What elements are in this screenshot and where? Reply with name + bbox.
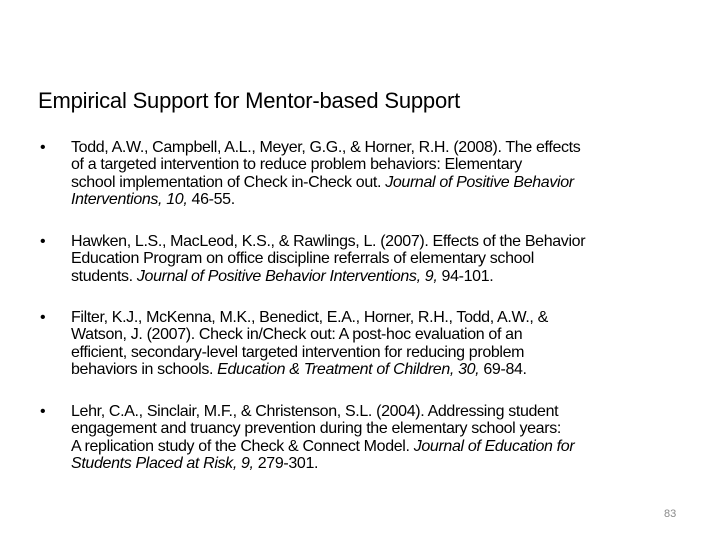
bullet-icon: •: [40, 139, 46, 156]
journal-citation: Education & Treatment of Children, 30,: [217, 360, 484, 378]
citation-text: 94-101.: [441, 267, 494, 285]
bullet-icon: •: [40, 403, 46, 420]
reference-line: [71, 139, 580, 156]
slide-title: Empirical Support for Mentor-based Support: [38, 88, 461, 113]
page-number: 83: [664, 508, 677, 520]
reference-text: [71, 139, 580, 208]
journal-citation: Journal of Positive Behavior Interventions, 9,: [136, 267, 442, 285]
citation-text: Watson, J. (2007). Check in/Check out: A post-hoc evaluation of an: [71, 326, 523, 344]
journal-citation: Journal of Positive Behavior: [385, 173, 574, 191]
citation-text: Lehr, C.A., Sinclair, M.F., & Christenson, S.L. (2004). Addressing student: [71, 403, 559, 420]
reference-line: [71, 344, 548, 361]
citation-text: 46-55.: [191, 190, 235, 208]
citation-text: A replication study of the Check & Connect Model.: [71, 437, 414, 455]
citation-text: Hawken, L.S., MacLeod, K.S., & Rawlings, L. (2007). Effects of the Behavior: [71, 233, 586, 250]
reference-text: [71, 403, 574, 472]
reference-line: [71, 268, 585, 285]
citation-text: students.: [71, 267, 137, 285]
reference-line: [71, 420, 574, 437]
citation-text: Todd, A.W., Campbell, A.L., Meyer, G.G., & Horner, R.H. (2008). The effects: [71, 139, 581, 156]
bullet-icon: •: [40, 233, 46, 250]
journal-citation: Interventions, 10,: [71, 190, 192, 208]
citation-text: engagement and truancy prevention during the elementary school years:: [71, 420, 561, 438]
reference-line: [71, 250, 585, 267]
citation-text: of a targeted intervention to reduce problem behaviors: Elementary: [71, 156, 522, 174]
bullet-icon: •: [40, 309, 46, 326]
reference-text: [71, 233, 585, 285]
reference-line: [71, 403, 574, 420]
citation-text: school implementation of Check in-Check out.: [71, 173, 386, 191]
reference-line: [71, 326, 548, 343]
citation-text: Filter, K.J., McKenna, M.K., Benedict, E.A., Horner, R.H., Todd, A.W., &: [71, 309, 548, 326]
reference-line: [71, 156, 580, 173]
citation-text: Education Program on office discipline referrals of elementary school: [71, 250, 534, 268]
reference-line: [71, 233, 585, 250]
journal-citation: Students Placed at Risk, 9,: [71, 454, 258, 472]
reference-text: [71, 309, 548, 378]
reference-line: [71, 174, 580, 191]
reference-line: [71, 191, 580, 208]
reference-line: [71, 438, 574, 455]
reference-line: [71, 309, 548, 326]
reference-line: [71, 361, 548, 378]
citation-text: efficient, secondary-level targeted intervention for reducing problem: [71, 343, 525, 361]
citation-text: 69-84.: [483, 360, 527, 378]
reference-line: [71, 455, 574, 472]
citation-text: 279-301.: [257, 454, 319, 472]
citation-text: behaviors in schools.: [71, 360, 218, 378]
journal-citation: Journal of Education for: [413, 437, 575, 455]
